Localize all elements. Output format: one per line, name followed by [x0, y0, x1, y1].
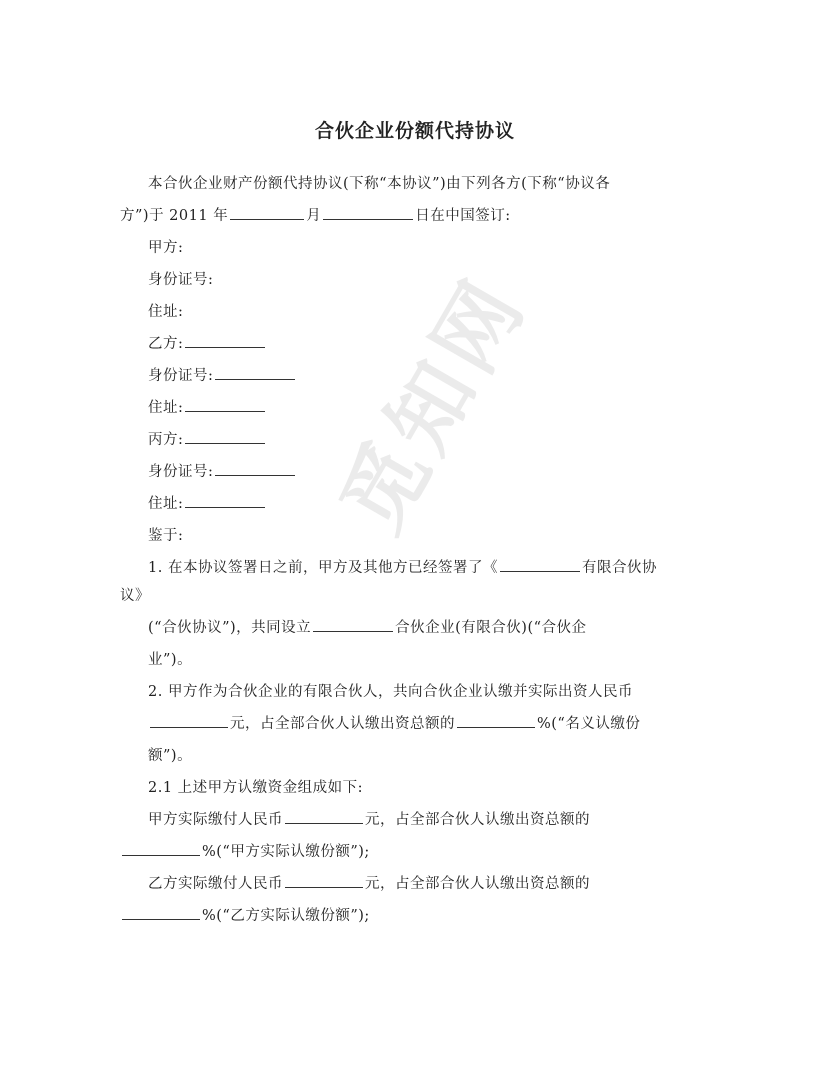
intro-date-suffix: 日在中国签订: [415, 208, 511, 224]
clause-1-text-a: 1. 在本协议签署日之前，甲方及其他方已经签署了《 [148, 560, 498, 576]
clause-2-percent-blank [457, 726, 535, 728]
intro-line-1: 本合伙企业财产份额代持协议(下称“本协议”)由下列各方(下称“协议各 [148, 176, 611, 192]
clause-2-line-3: 额”)。 [148, 748, 193, 764]
intro-line-2 [120, 204, 511, 225]
clause-2-1-heading: 2.1 上述甲方认缴资金组成如下: [148, 780, 364, 796]
whereas-label: 鉴于: [148, 528, 184, 544]
party-a-share-line [120, 840, 370, 861]
intro-month-label: 月 [306, 208, 322, 224]
party-a-id-label: 身份证号: [148, 272, 214, 288]
clause-1-line-2: 议》 [120, 588, 150, 604]
party-a-share-blank [122, 854, 200, 856]
party-b-line [148, 332, 267, 353]
clause-1-text-d: 合伙企业(有限合伙)(“合伙企 [395, 620, 587, 636]
party-c-id-blank [215, 474, 295, 476]
party-b-id-line [148, 364, 297, 385]
party-b-address-blank [185, 410, 265, 412]
party-b-payment-amount-blank [285, 886, 363, 888]
party-c-address-line [148, 492, 267, 513]
party-a-address-label: 住址: [148, 304, 184, 320]
clause-2-line-2 [148, 712, 640, 733]
party-b-id-blank [215, 378, 295, 380]
clause-2-line-1: 2. 甲方作为合伙企业的有限合伙人，共向合伙企业认缴并实际出资人民币 [148, 684, 633, 700]
party-b-label: 乙方: [148, 336, 184, 352]
party-a-payment-line [148, 808, 590, 829]
document-title: 合伙企业份额代持协议 [314, 120, 515, 142]
party-b-payment-text-b: 元，占全部合伙人认缴出资总额的 [365, 876, 590, 892]
party-b-payment-text-a: 乙方实际缴付人民币 [148, 876, 283, 892]
party-b-address-label: 住址: [148, 400, 184, 416]
clause-2-text-b: %(“名义认缴份 [537, 716, 641, 732]
clause-1-line-1 [148, 556, 657, 577]
party-a-share-text: %(“甲方实际认缴份额”); [202, 844, 370, 860]
party-b-id-label: 身份证号: [148, 368, 214, 384]
party-c-address-blank [185, 506, 265, 508]
party-b-address-line [148, 396, 267, 417]
clause-1-agreement-blank [500, 570, 580, 572]
party-a-payment-text-a: 甲方实际缴付人民币 [148, 812, 283, 828]
party-b-payment-line [148, 872, 590, 893]
watermark: 觅知网 [322, 259, 546, 548]
party-b-share-line [120, 904, 370, 925]
party-b-share-blank [122, 918, 200, 920]
party-a-payment-text-b: 元，占全部合伙人认缴出资总额的 [365, 812, 590, 828]
clause-1-line-3 [148, 616, 587, 637]
party-c-blank [185, 442, 265, 444]
party-c-label: 丙方: [148, 432, 184, 448]
intro-date-prefix: 方”)于 2011 年 [120, 208, 229, 224]
party-c-id-label: 身份证号: [148, 464, 214, 480]
clause-1-text-b: 有限合伙协 [581, 560, 657, 576]
clause-1-enterprise-blank [313, 630, 393, 632]
party-a-payment-amount-blank [285, 822, 363, 824]
clause-2-amount-blank [150, 726, 228, 728]
clause-1-line-4: 业”)。 [148, 652, 193, 668]
day-blank [323, 218, 413, 220]
party-c-line [148, 428, 267, 449]
party-b-share-text: %(“乙方实际认缴份额”); [202, 908, 370, 924]
party-c-address-label: 住址: [148, 496, 184, 512]
party-a-label: 甲方: [148, 240, 184, 256]
party-c-id-line [148, 460, 297, 481]
month-blank [230, 218, 304, 220]
party-b-blank [185, 346, 265, 348]
clause-2-text-a: 元，占全部合伙人认缴出资总额的 [230, 716, 455, 732]
clause-1-text-c: (“合伙协议”)，共同设立 [148, 620, 312, 636]
